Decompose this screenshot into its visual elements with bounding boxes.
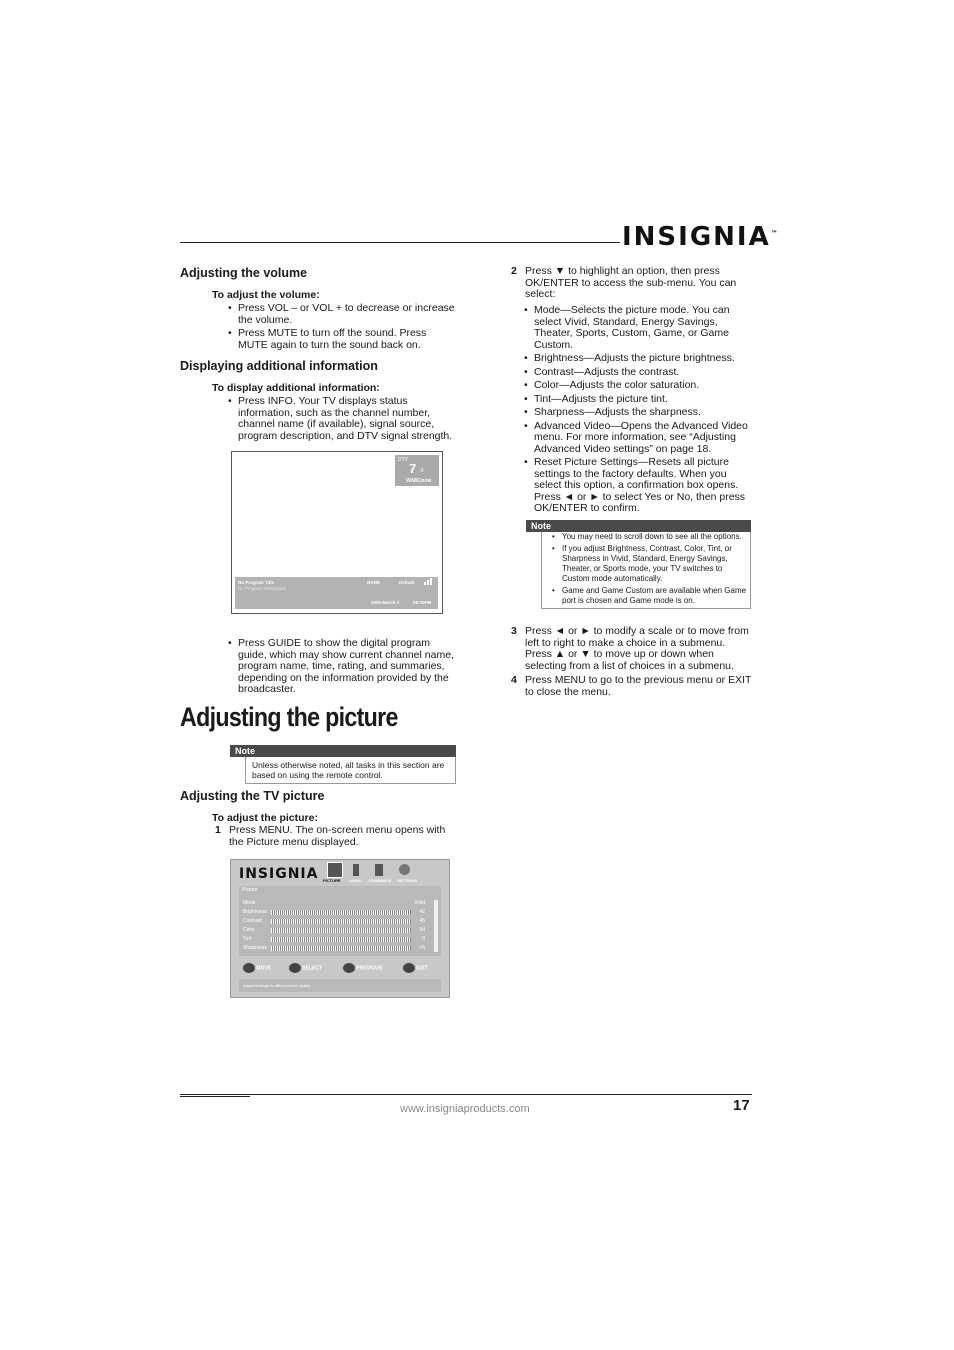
step-number: 4 — [511, 674, 517, 686]
list-item: • Press INFO. Your TV displays status information, such as the channel number, channel name (if available), signal source, program description, and DTV signal strength. — [228, 396, 460, 442]
row-value: Vivid — [414, 900, 425, 906]
callsign: WABCnow — [406, 478, 432, 484]
note-box — [230, 745, 456, 784]
menu-scrollbar — [434, 900, 438, 952]
step-1-text: Press MENU. The on-screen menu opens with the Picture menu displayed. — [229, 824, 446, 848]
previous-label: PREVIOUS — [356, 965, 383, 972]
tab-channels: CHANNELS — [369, 878, 392, 883]
time: 09:10PM — [413, 600, 432, 605]
option-reset: • Reset Picture Settings—Resets all picture settings to the factory defaults. When you select this option, a confirmation box opens. Press ◄ or ► to select Yes or No, then press OK/ENTER to confirm. — [524, 457, 752, 515]
tv-picture-subheading: To adjust the picture: — [212, 812, 318, 824]
volume-heading: Adjusting the volume — [180, 266, 308, 280]
previous-icon — [343, 963, 355, 973]
contrast-slider — [271, 919, 411, 924]
rating: NONE — [367, 580, 381, 585]
audio-icon — [353, 864, 359, 876]
row-value: 42 — [419, 909, 425, 915]
step-number: 3 — [511, 625, 517, 637]
note-text: Unless otherwise noted, all tasks in this section are based on using the remote control. — [245, 757, 456, 784]
brightness-slider — [271, 910, 411, 915]
channels-icon — [375, 864, 383, 876]
note-label: Note — [526, 520, 751, 532]
row-value: 45 — [419, 918, 425, 924]
brand-logo: INSIGNIA™ — [622, 222, 778, 252]
audio-default: Default — [399, 580, 415, 585]
menu-tabs — [323, 862, 443, 884]
page-number: 17 — [733, 1097, 750, 1114]
list-item: • Press MUTE to turn off the sound. Press MUTE again to turn the sound back on. — [228, 328, 458, 351]
option-advanced-video: • Advanced Video—Opens the Advanced Video menu. For more information, see “Adjusting Advanced Video settings” on page 18. — [524, 421, 752, 456]
row-label: Color — [243, 927, 255, 933]
option-color: • Color—Adjusts the color saturation. — [524, 380, 752, 392]
row-label: Sharpness — [243, 945, 267, 951]
program-title: No Program Title — [238, 580, 275, 585]
list-item: • Press VOL – or VOL + to decrease or increase the volume. — [228, 303, 458, 326]
color-slider — [271, 928, 411, 933]
note-item: • If you adjust Brightness, Contrast, Color, Tint, or Sharpness in Vivid, Standard, Energy Savings, Theater, or Sports mode, your TV switches to Custom mode automatically. — [552, 544, 750, 584]
tab-picture: PICTURE — [323, 878, 341, 883]
panel-title: Picture — [242, 887, 258, 893]
tv-picture-heading: Adjusting the TV picture — [180, 789, 325, 803]
info-list — [228, 396, 460, 444]
step-number: 1 — [215, 824, 221, 836]
program-desc: No Program Description — [238, 586, 287, 591]
row-label: Tint — [243, 936, 252, 942]
step-2-text: Press ▼ to highlight an option, then press OK/ENTER to access the sub-menu. You can select: — [525, 265, 737, 300]
list-item: • Press GUIDE to show the digital program guide, which may show current channel name, program name, time, rating, and summaries, depending on the information provided by the broadcaster. — [228, 638, 460, 696]
guide-list — [228, 638, 460, 698]
step-4-text: Press MENU to go to the previous menu or EXIT to close the menu. — [525, 674, 752, 698]
picture-options-list — [524, 305, 752, 517]
footer-rule-accent — [180, 1096, 250, 1097]
select-icon — [289, 963, 301, 973]
row-label: Contrast — [243, 918, 262, 924]
row-label: Mode — [243, 900, 256, 906]
note-item: • Game and Game Custom are available when Game port is chosen and Game mode is on. — [552, 586, 750, 606]
menu-help-bar — [239, 979, 441, 992]
note-label: Note — [230, 745, 456, 757]
option-mode: • Mode—Selects the picture mode. You can select Vivid, Standard, Energy Savings, Theater, Sports, Custom, Game, or Game Custom. — [524, 305, 752, 351]
menu-row-color — [243, 927, 439, 935]
option-tint: • Tint—Adjusts the picture tint. — [524, 394, 752, 406]
menu-row-tint — [243, 936, 439, 944]
channel-sub: -3 — [419, 468, 424, 474]
option-contrast: • Contrast—Adjusts the contrast. — [524, 367, 752, 379]
row-value: +5 — [419, 945, 425, 951]
menu-row-brightness — [243, 909, 439, 917]
row-value: 54 — [419, 927, 425, 933]
footer-url: www.insigniaproducts.com — [400, 1103, 530, 1115]
option-sharpness: • Sharpness—Adjusts the sharpness. — [524, 407, 752, 419]
exit-label: EXIT — [416, 965, 428, 972]
volume-subheading: To adjust the volume: — [212, 289, 320, 301]
tint-slider — [271, 937, 411, 942]
exit-icon — [403, 963, 415, 973]
menu-row-mode — [243, 900, 439, 908]
info-heading: Displaying additional information — [180, 359, 378, 373]
note-list — [541, 532, 751, 609]
menu-brand-logo: INSIGNIA — [239, 866, 319, 882]
info-subheading: To display additional information: — [212, 382, 380, 394]
channel-badge — [395, 455, 439, 486]
menu-button-bar — [239, 962, 441, 976]
footer-rule — [180, 1094, 752, 1095]
info-bar — [235, 577, 438, 609]
move-icon — [243, 963, 255, 973]
step-number: 2 — [511, 265, 517, 277]
channel-number: 7 — [409, 461, 417, 476]
note-box-right — [526, 520, 751, 609]
date: 2000 March 1 — [371, 600, 400, 605]
move-label: MOVE — [256, 965, 272, 972]
signal-icon — [423, 577, 435, 585]
section-title: Adjusting the picture — [180, 702, 398, 732]
picture-panel — [239, 886, 441, 956]
settings-icon — [399, 864, 410, 875]
tab-audio: AUDIO — [349, 878, 362, 883]
menu-help-text: Adjust settings to affect picture quality. — [243, 983, 311, 988]
volume-list — [228, 303, 458, 353]
tab-settings: SETTINGS — [397, 878, 418, 883]
header-rule — [180, 242, 620, 243]
option-brightness: • Brightness—Adjusts the picture brightness. — [524, 353, 752, 365]
info-screen-figure — [231, 451, 443, 614]
menu-row-contrast — [243, 918, 439, 926]
menu-row-sharpness — [243, 945, 439, 953]
step-3-text: Press ◄ or ► to modify a scale or to move from left to right to make a choice in a submenu. Press ▲ or ▼ to move up or down when selecting from a list of choices in a submenu. — [525, 625, 749, 672]
dtv-label: DTV — [398, 457, 408, 463]
row-label: Brightness — [243, 909, 267, 915]
note-item: • You may need to scroll down to see all the options. — [552, 532, 750, 542]
picture-icon — [327, 862, 343, 878]
sharpness-slider — [271, 946, 411, 951]
row-value: 0 — [422, 936, 425, 942]
picture-menu-figure — [230, 859, 450, 998]
select-label: SELECT — [302, 965, 323, 972]
